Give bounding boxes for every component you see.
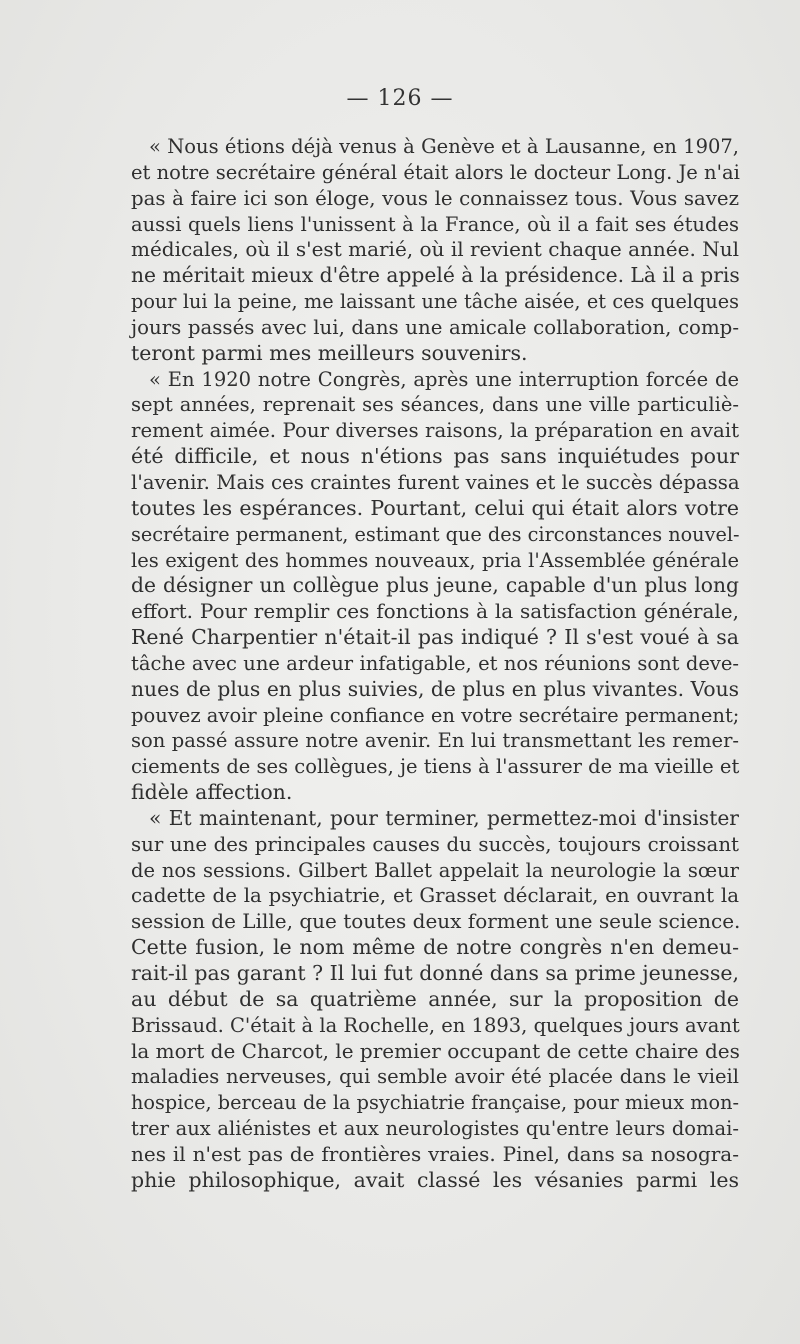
page-number: — 126 — (346, 86, 454, 111)
text-line: « Nous étions déjà venus à Genève et à Lausanne, en 1907, (149, 135, 739, 158)
text-line: pouvez avoir pleine confiance en votre secrétaire permanent; (131, 703, 740, 727)
text-line: tâche avec une ardeur infatigable, et nos réunions sont deve- (131, 651, 739, 675)
text-line: toutes les espérances. Pourtant, celui qui était alors votre (131, 495, 739, 520)
text-line: pas à faire ici son éloge, vous le connaissez tous. Vous savez (131, 186, 739, 210)
text-line: de désigner un collègue plus jeune, capable d'un plus long (131, 573, 739, 598)
text-line: fidèle affection. (131, 780, 293, 805)
text-line: sur une des principales causes du succès, toujours croissant (131, 832, 739, 856)
text-line: effort. Pour remplir ces fonctions à la satisfaction générale, (131, 599, 739, 624)
text-line: aussi quels liens l'unissent à la France, où il a fait ses études (131, 212, 739, 236)
text-line: sept années, reprenait ses séances, dans une ville particuliè- (131, 393, 739, 417)
text-line: jours passés avec lui, dans une amicale collaboration, comp- (131, 315, 739, 339)
text-line: « En 1920 notre Congrès, après une interruption forcée de (149, 367, 739, 391)
text-line: pour lui la peine, me laissant une tâche aisée, et ces quelques (131, 290, 739, 314)
text-line: au début de sa quatrième année, sur la proposition de (131, 986, 739, 1011)
text-line: médicales, où il s'est marié, où il revient chaque année. Nul (131, 237, 739, 262)
text-line: la mort de Charcot, le premier occupant de cette chaire des (131, 1038, 740, 1063)
text-line: secrétaire permanent, estimant que des circonstances nouvel- (131, 522, 740, 546)
text-line: teront parmi mes meilleurs souvenirs. (131, 340, 528, 365)
text-line: hospice, berceau de la psychiatrie française, pour mieux mon- (131, 1091, 739, 1115)
text-line: nes il n'est pas de frontières vraies. Pinel, dans sa nosogra- (131, 1141, 739, 1166)
text-line: été difficile, et nous n'étions pas sans inquiétudes pour (131, 444, 739, 469)
body-text (131, 134, 739, 1194)
text-line: ne méritait mieux d'être appelé à la présidence. Là il a pris (131, 263, 740, 288)
text-line: maladies nerveuses, qui semble avoir été placée dans le vieil (131, 1065, 739, 1089)
text-line: et notre secrétaire général était alors le docteur Long. Je n'ai (131, 160, 740, 184)
text-line: l'avenir. Mais ces craintes furent vaines et le succès dépassa (131, 470, 740, 494)
text-line: rait-il pas garant ? Il lui fut donné dans sa prime jeunesse, (131, 961, 739, 985)
text-line: René Charpentier n'était-il pas indiqué ? Il s'est voué à sa (131, 625, 739, 650)
text-line: ciements de ses collègues, je tiens à l'assurer de ma vieille et (131, 755, 740, 779)
text-line: cadette de la psychiatrie, et Grasset déclarait, en ouvrant la (131, 884, 739, 908)
text-line: nues de plus en plus suivies, de plus en plus vivantes. Vous (131, 676, 739, 701)
text-line: rement aimée. Pour diverses raisons, la préparation en avait (131, 419, 739, 443)
text-line: session de Lille, que toutes deux forment une seule science. (131, 909, 741, 934)
text-line: Cette fusion, le nom même de notre congrès n'en demeu- (131, 935, 739, 960)
text-line: Brissaud. C'était à la Rochelle, en 1893, quelques jours avant (131, 1013, 740, 1037)
text-line: son passé assure notre avenir. En lui transmettant les remer- (131, 729, 739, 753)
text-line: les exigent des hommes nouveaux, pria l'Assemblée générale (131, 548, 739, 572)
text-line: de nos sessions. Gilbert Ballet appelait la neurologie la sœur (131, 858, 739, 882)
text-line: « Et maintenant, pour terminer, permettez-moi d'insister (149, 805, 739, 830)
text-line: trer aux aliénistes et aux neurologistes qu'entre leurs domai- (131, 1117, 739, 1141)
text-line: phie philosophique, avait classé les vésanies parmi les (131, 1167, 739, 1192)
